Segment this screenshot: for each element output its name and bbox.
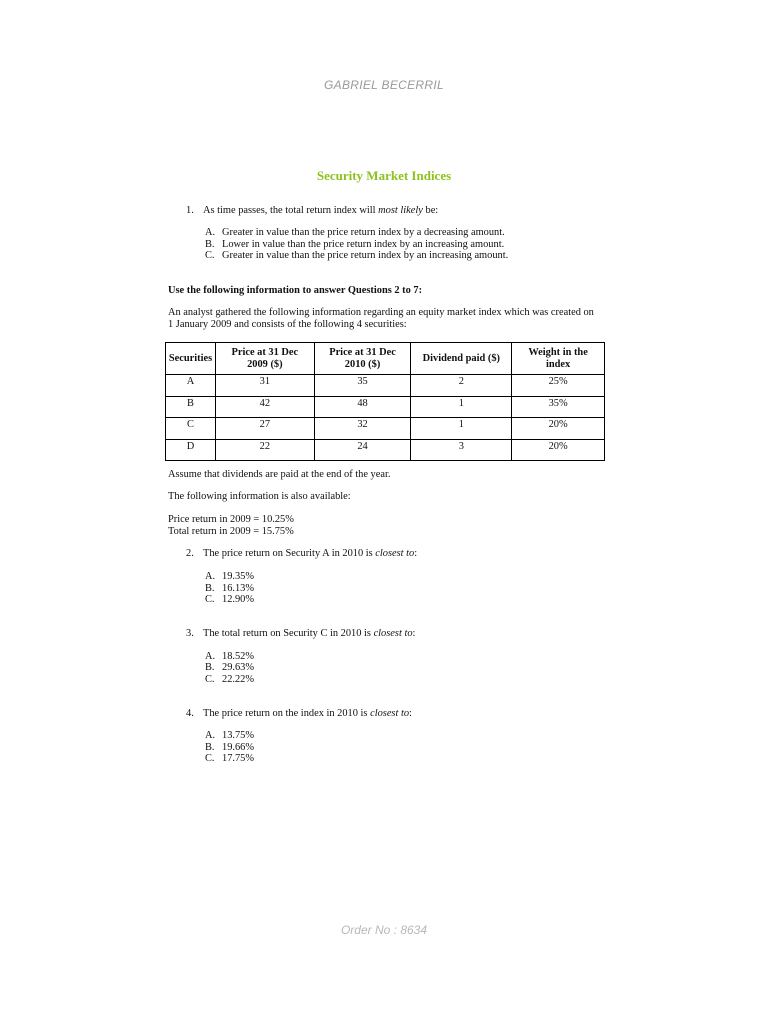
- cell-weight: 25%: [512, 375, 605, 397]
- header-weight-line-2: index: [545, 358, 571, 370]
- cell-price-2009: 31: [215, 375, 314, 397]
- header-weight: [512, 343, 605, 375]
- price-return-2009: Price return in 2009 = 10.25%: [168, 514, 294, 525]
- cell-dividend: 1: [411, 396, 512, 418]
- info-paragraph-line-1: An analyst gathered the following information regarding an equity market index which was created on: [168, 307, 594, 318]
- cell-price-2010: 48: [314, 396, 411, 418]
- question-text-start: As time passes, the total return index will: [203, 205, 379, 216]
- option-letter: C.: [205, 673, 215, 685]
- option-letter: B.: [205, 238, 215, 250]
- option-text: 18.52%: [222, 650, 255, 662]
- question-text-end: :: [414, 548, 418, 559]
- option-letter: B.: [205, 741, 215, 753]
- option-letter: A.: [205, 730, 216, 741]
- cell-dividend: 3: [411, 439, 512, 461]
- question-number: 2.: [186, 548, 194, 559]
- table-row: [166, 439, 605, 461]
- header-dividend: Dividend paid ($): [411, 343, 512, 375]
- following-info-text: The following information is also available:: [168, 491, 351, 502]
- option-text: 17.75%: [222, 753, 255, 764]
- question-text: [203, 628, 415, 640]
- option-letter: C.: [205, 250, 215, 261]
- header-weight-line-1: Weight in the: [528, 347, 588, 358]
- header-price-2010: [314, 343, 411, 375]
- header-price-2009-line-1: Price at 31 Dec: [231, 347, 299, 358]
- cell-dividend: 1: [411, 418, 512, 440]
- cell-weight: 20%: [512, 439, 605, 461]
- option-text: 13.75%: [222, 730, 255, 741]
- table-header-row: [166, 343, 605, 375]
- option-text: Lower in value than the price return index by an increasing amount.: [222, 238, 505, 250]
- question-emphasis: most likely: [378, 205, 423, 216]
- question-emphasis: closest to: [373, 628, 413, 639]
- header-price-2009: [215, 343, 314, 375]
- header-price-2010-line-1: Price at 31 Dec: [329, 347, 396, 358]
- info-heading: Use the following information to answer Questions 2 to 7:: [168, 285, 423, 296]
- option-text: 16.13%: [222, 582, 255, 594]
- option-text: 22.22%: [222, 673, 255, 685]
- question-text-end: be:: [422, 205, 439, 216]
- option-letter: C.: [205, 594, 215, 605]
- header-securities: Securities: [166, 343, 216, 375]
- table-row: [166, 418, 605, 440]
- cell-price-2010: 24: [314, 439, 411, 461]
- table-row: [166, 375, 605, 397]
- option-letter: C.: [205, 753, 215, 764]
- table-row: [166, 396, 605, 418]
- option-text: Greater in value than the price return index by an increasing amount.: [222, 250, 509, 261]
- question-text: [203, 708, 412, 720]
- cell-price-2009: 22: [215, 439, 314, 461]
- assumption-text: Assume that dividends are paid at the end of the year.: [168, 469, 391, 480]
- footer-order-number: Order No : 8634: [340, 923, 428, 937]
- question-number: 4.: [186, 707, 194, 719]
- cell-price-2010: 32: [314, 418, 411, 440]
- cell-weight: 35%: [512, 396, 605, 418]
- option-letter: B.: [205, 582, 215, 594]
- question-text: [203, 548, 417, 560]
- option-text: 29.63%: [222, 662, 255, 673]
- header-price-2009-line-2: 2009 ($): [247, 358, 283, 370]
- option-text: 19.35%: [222, 571, 255, 582]
- cell-security: C: [166, 418, 216, 440]
- header-price-2010-line-2: 2010 ($): [344, 358, 381, 370]
- securities-table: [165, 342, 605, 461]
- option-letter: A.: [205, 571, 216, 582]
- option-letter: A.: [205, 650, 216, 662]
- cell-security: D: [166, 439, 216, 461]
- question-text-end: :: [409, 707, 412, 719]
- question-text-start: The price return on the index in 2010 is: [203, 707, 371, 719]
- cell-price-2009: 27: [215, 418, 314, 440]
- question-emphasis: closest to: [370, 707, 410, 719]
- option-text: 12.90%: [222, 594, 255, 605]
- option-letter: A.: [205, 227, 216, 238]
- cell-price-2009: 42: [215, 396, 314, 418]
- question-emphasis: closest to: [375, 548, 415, 559]
- option-text: 19.66%: [222, 741, 255, 753]
- info-paragraph-line-2: 1 January 2009 and consists of the following 4 securities:: [168, 318, 407, 330]
- question-number: 1.: [186, 205, 194, 216]
- cell-price-2010: 35: [314, 375, 411, 397]
- cell-security: A: [166, 375, 216, 397]
- question-text-start: The price return on Security A in 2010 is: [203, 548, 376, 559]
- question-number: 3.: [186, 628, 194, 639]
- page-title: Security Market Indices: [316, 168, 452, 183]
- header-author: GABRIEL BECERRIL: [324, 78, 444, 92]
- total-return-2009: Total return in 2009 = 15.75%: [168, 525, 294, 537]
- option-letter: B.: [205, 662, 215, 673]
- cell-security: B: [166, 396, 216, 418]
- question-text-end: :: [412, 628, 416, 639]
- question-text-start: The total return on Security C in 2010 is: [203, 628, 374, 639]
- question-text: [203, 205, 438, 217]
- cell-weight: 20%: [512, 418, 605, 440]
- option-text: Greater in value than the price return index by a decreasing amount.: [222, 227, 505, 238]
- cell-dividend: 2: [411, 375, 512, 397]
